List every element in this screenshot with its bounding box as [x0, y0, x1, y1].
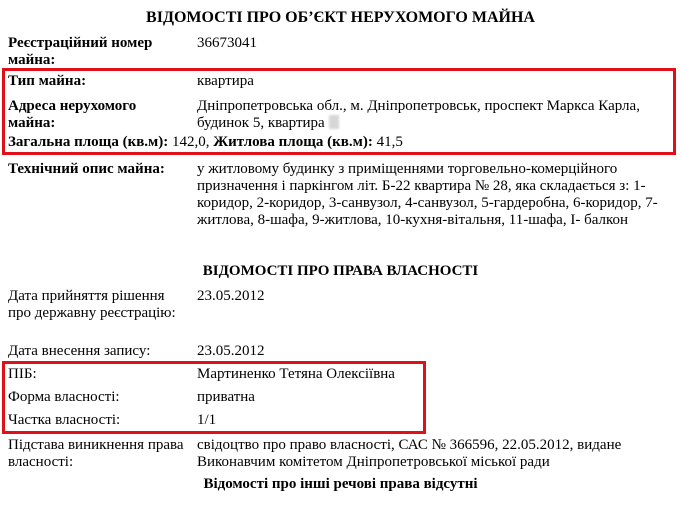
entry-label: Дата внесення запису: [8, 343, 151, 359]
address-label: Адреса нерухомого майна: [8, 98, 137, 131]
type-label: Тип майна: [8, 73, 87, 89]
tech-value: у житловому будинку з приміщеннями торговельно-комерційного призначення і паркінгом літ. Б-22 квартира № 28, яка складається з: 1-коридор, 2-коридор, 3-санвузол, 4-санвузол, 5-гардеробна, 6-коридор, 7-житлова, 8-шафа, 9-житлова, 10-кухня-вітальня, 11-шафа, І- балкон [197, 161, 658, 228]
reg-number-value: 36673041 [197, 35, 257, 51]
ownership-share-label: Частка власності: [8, 412, 121, 428]
address-value [197, 98, 672, 132]
area-line [8, 134, 403, 151]
redacted-apartment-number [329, 115, 339, 129]
address-text: Дніпропетровська обл., м. Дніпропетровськ, проспект Маркса Карла, будинок 5, квартира [197, 98, 640, 131]
other-rights-note: Відомості про інші речові права відсутні [203, 476, 478, 492]
type-value: квартира [197, 73, 254, 89]
rights-title: ВІДОМОСТІ ПРО ПРАВА ВЛАСНОСТІ [202, 263, 479, 279]
pib-label: ПІБ: [8, 366, 37, 382]
ownership-form-label: Форма власності: [8, 389, 120, 405]
tech-label: Технічний опис майна: [8, 161, 165, 177]
decision-label: Дата прийняття рішення про державну реєстрацію: [8, 288, 176, 321]
decision-value: 23.05.2012 [197, 288, 265, 304]
area-living-label: Житлова площа (кв.м): [213, 134, 373, 150]
document-title: ВІДОМОСТІ ПРО ОБ’ЄКТ НЕРУХОМОГО МАЙНА [146, 9, 535, 26]
basis-label: Підстава виникнення права власності: [8, 437, 184, 470]
reg-number-label: Реєстраційний номер майна: [8, 35, 153, 68]
ownership-form-value: приватна [197, 389, 255, 405]
ownership-share-value: 1/1 [197, 412, 217, 428]
area-total-value: 142,0, [172, 134, 210, 150]
pib-value: Мартиненко Тетяна Олексіївна [197, 366, 395, 382]
area-total-label: Загальна площа (кв.м): [8, 134, 169, 150]
basis-value: свідоцтво про право власності, САС № 366596, 22.05.2012, видане Виконавчим комітетом Дніпропетровської міської ради [197, 437, 622, 470]
area-living-value: 41,5 [376, 134, 403, 150]
entry-value: 23.05.2012 [197, 343, 265, 359]
